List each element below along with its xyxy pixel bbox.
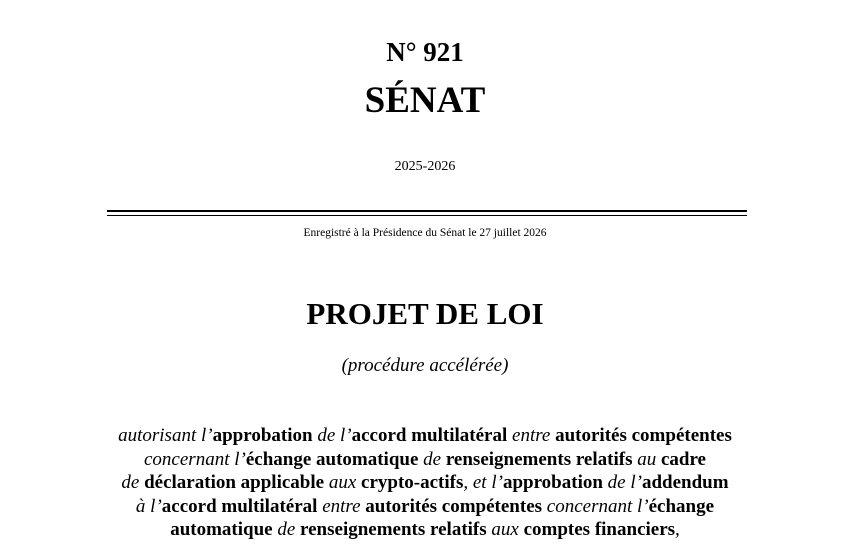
chamber-name: SÉNAT (364, 80, 486, 121)
title-segment: , (675, 519, 680, 540)
title-segment: autorisant l’ (118, 425, 213, 446)
title-segment: échange automatique (245, 448, 419, 470)
title-segment: autorités compétentes (555, 425, 732, 446)
document-number: N° 921 (386, 37, 464, 67)
title-segment: , et l’ (463, 472, 503, 493)
title-segment: accord multilatéral (351, 425, 508, 446)
title-line (60, 448, 790, 472)
title-segment: renseignements relatifs (300, 519, 487, 540)
title-segment: automatique (170, 519, 273, 540)
procedure-note: (procédure accélérée) (341, 355, 509, 376)
title-segment: déclaration applicable (144, 472, 325, 493)
bill-title (60, 424, 790, 542)
registration-line: Enregistré à la Présidence du Sénat le 27 juillet 2026 (303, 227, 547, 239)
title-segment: à l’ (135, 495, 162, 517)
title-segment: approbation (502, 472, 603, 493)
title-segment: accord multilatéral (161, 495, 318, 517)
title-segment: aux (486, 519, 524, 540)
title-segment: entre (507, 425, 556, 446)
title-segment: cadre (660, 448, 706, 470)
title-segment: aux (324, 472, 362, 493)
title-segment: échange (648, 495, 715, 517)
title-segment: entre (317, 495, 366, 517)
title-segment: au (632, 448, 661, 470)
title-line (60, 518, 790, 542)
title-segment: renseignements relatifs (445, 448, 633, 470)
header-divider-thick (107, 210, 747, 212)
title-segment: autorités compétentes (365, 495, 543, 517)
title-line (60, 471, 790, 495)
title-segment: de (121, 472, 145, 493)
header-divider-thin (107, 215, 747, 216)
title-line (60, 495, 790, 519)
title-line (60, 424, 790, 448)
title-segment: concernant l’ (144, 448, 246, 470)
title-segment: approbation (212, 425, 313, 446)
title-segment: de (272, 519, 301, 540)
title-segment: de (418, 448, 446, 470)
title-segment: addendum (641, 472, 729, 493)
document-type-heading: PROJET DE LOI (306, 296, 544, 331)
title-segment: concernant l’ (542, 495, 649, 517)
session-years: 2025-2026 (394, 159, 456, 174)
title-segment: comptes financiers (523, 519, 676, 540)
title-segment: de l’ (602, 472, 642, 493)
title-segment: crypto-actifs (361, 472, 464, 493)
title-segment: de l’ (312, 425, 352, 446)
